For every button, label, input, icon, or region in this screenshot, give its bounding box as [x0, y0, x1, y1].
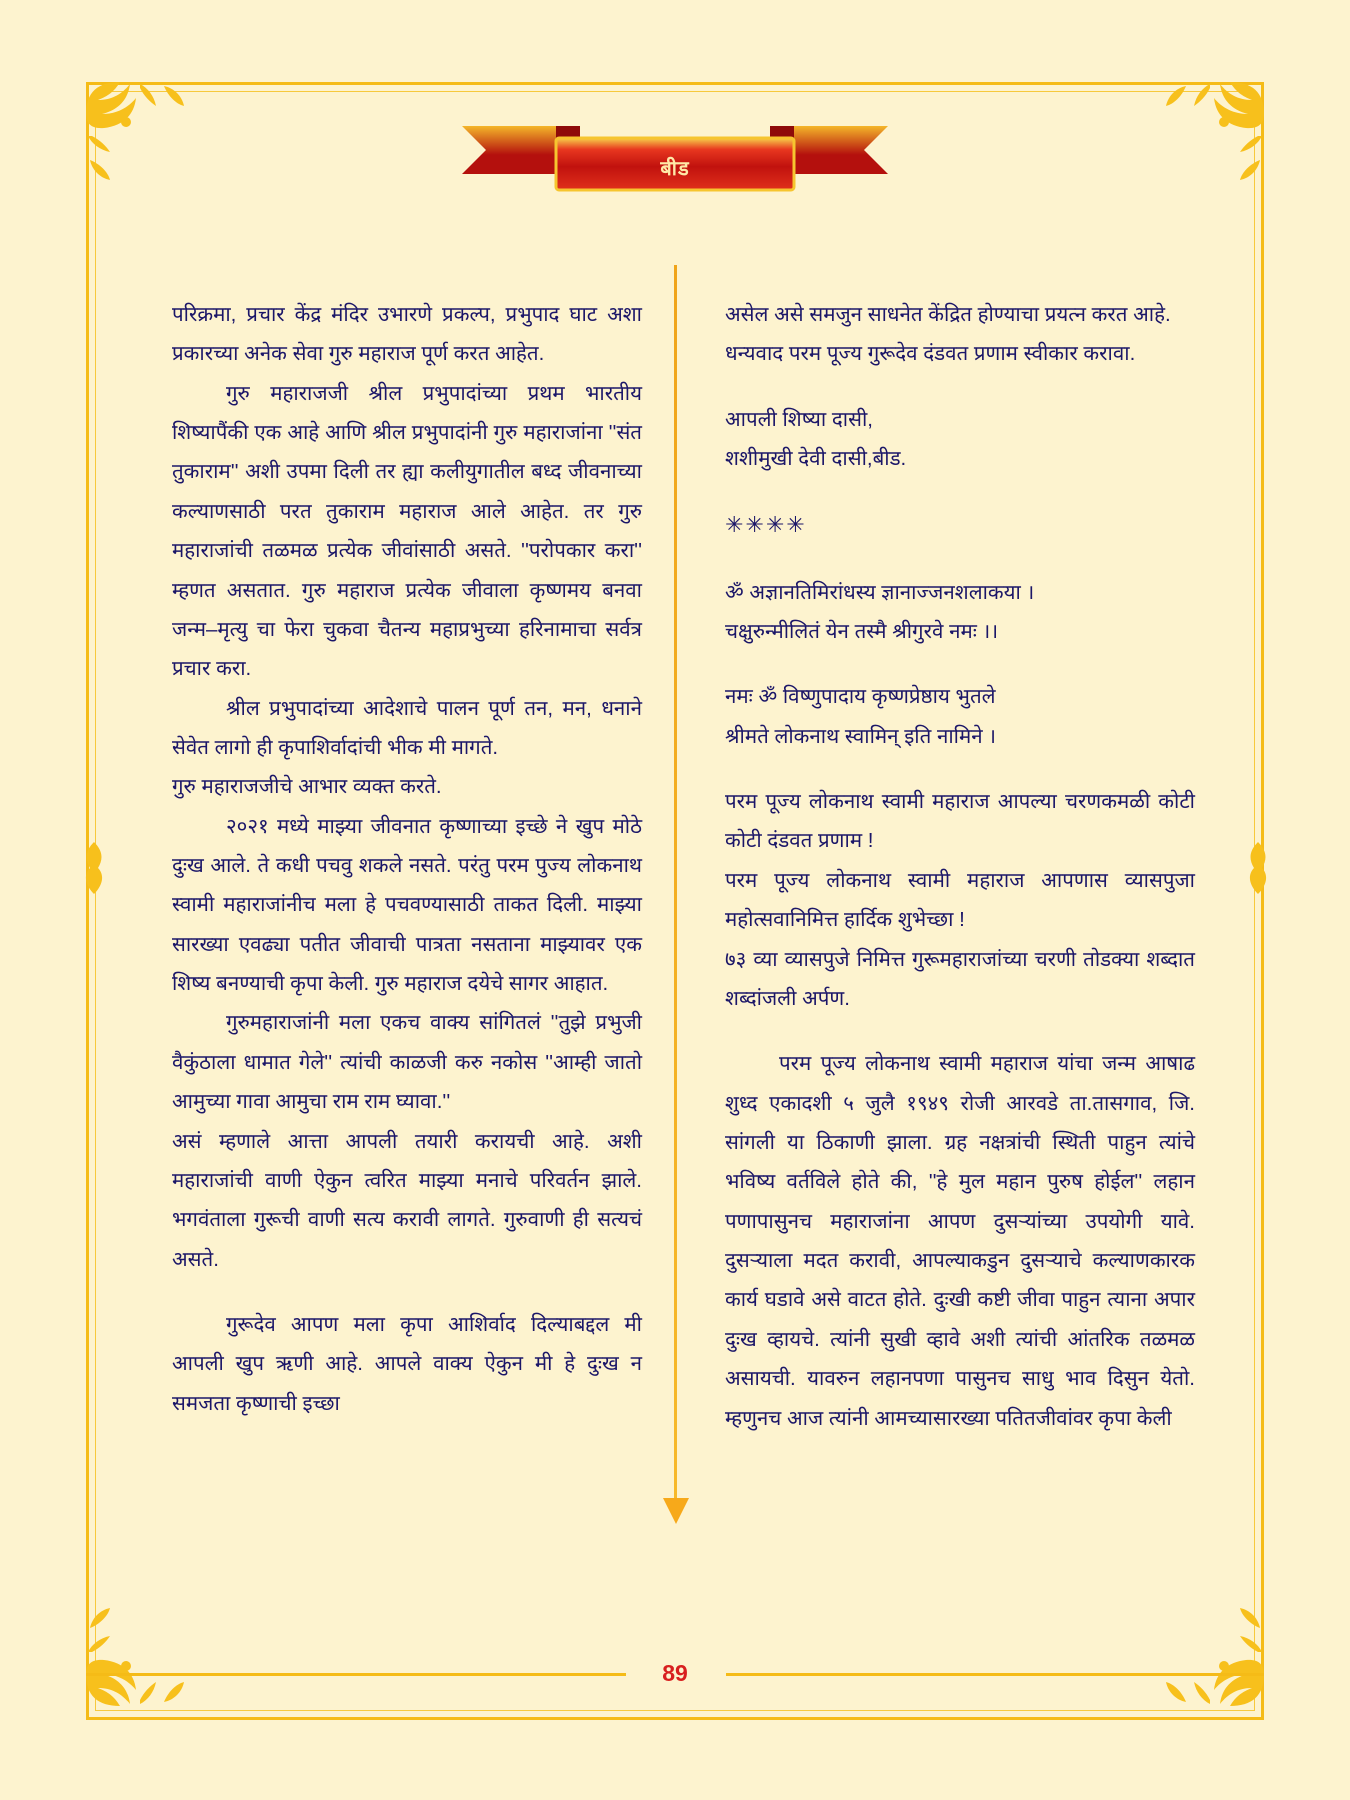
- verse-line: श्रीमते लोकनाथ स्वामिन् इति नामिने ।: [725, 724, 997, 748]
- paragraph: ७३ व्या व्यासपुजे निमित्त गुरूमहाराजांच्या चरणी तोडक्या शब्दात शब्दांजली अर्पण.: [725, 947, 1195, 1010]
- paragraph: श्रील प्रभुपादांच्या आदेशाचे पालन पूर्ण तन, मन, धनाने सेवेत लागो ही कृपाशिर्वादांची भीक मी मागते.: [172, 696, 642, 759]
- banner-title: बीड: [660, 158, 690, 180]
- paragraph: गुरुमहाराजांनी मला एकच वाक्य सांगितलं ''तुझे प्रभुजी वैकुंठाला धामात गेले'' त्यांची काळजी करु नकोस ''आम्ही जातो आमुच्या गावा आमुचा राम राम घ्यावा.'': [172, 1011, 642, 1114]
- right-text-column: [725, 295, 1195, 1438]
- paragraph: धन्यवाद परम पूज्य गुरूदेव दंडवत प्रणाम स्वीकार करावा.: [725, 342, 1136, 366]
- divider-arrow-icon: [663, 1498, 689, 1524]
- column-divider: [674, 265, 677, 1505]
- paragraph: असं म्हणाले आत्ता आपली तयारी करायची आहे. अशी महाराजांची वाणी ऐकुन त्वरित माझ्या मनाचे परिवर्तन झाले. भगवंताला गुरूची वाणी सत्य करावी लागते. गुरुवाणी ही सत्यचं असते.: [172, 1129, 642, 1271]
- signature-line: आपली शिष्या दासी,: [725, 407, 873, 431]
- paragraph: परिक्रमा, प्रचार केंद्र मंदिर उभारणे प्रकल्प, प्रभुपाद घाट अशा प्रकारच्या अनेक सेवा गुरु महाराज पूर्ण करत आहेत.: [172, 303, 642, 366]
- verse-line: नमः ॐ विष्णुपादाय कृष्णप्रेष्ठाय भुतले: [725, 685, 996, 709]
- paragraph: असेल असे समजुन साधनेत केंद्रित होण्याचा प्रयत्न करत आहे.: [725, 303, 1171, 326]
- paragraph: परम पूज्य लोकनाथ स्वामी महाराज आपणास व्यासपुजा महोत्सवानिमित्त हार्दिक शुभेच्छा !: [725, 868, 1195, 932]
- page-number: 89: [662, 1660, 688, 1686]
- verse-line: चक्षुरुन्मीलितं येन तस्मै श्रीगुरवे नमः ।।: [725, 620, 999, 644]
- left-text-column: [172, 295, 642, 1423]
- signature-name: शशीमुखी देवी दासी,बीड.: [725, 447, 907, 471]
- chapter-banner: [460, 120, 890, 210]
- paragraph: गुरूदेव आपण मला कृपा आशिर्वाद दिल्याबद्दल मी आपली खुप ऋणी आहे. आपले वाक्य ऐकुन मी हे दुःख न समजता कृष्णाची इच्छा: [172, 1312, 642, 1415]
- paragraph: गुरु महाराजजीचे आभार व्यक्त करते.: [172, 775, 442, 799]
- paragraph: २०२१ मध्ये माझ्या जीवनात कृष्णाच्या इच्छे ने खुप मोठे दुःख आले. ते कधी पचवु शकले नसते. परंतु परम पुज्य लोकनाथ स्वामी महाराजांनीच मला हे पचवण्यासाठी ताकत दिली. माझ्या सारख्या एवढ्या पतीत जीवाची पात्रता नसताना माझ्यावर एक शिष्य बनण्याची कृपा केली. गुरु महाराज दयेचे सागर आहात.: [172, 814, 642, 996]
- paragraph: परम पूज्य लोकनाथ स्वामी महाराज यांचा जन्म आषाढ शुध्द एकादशी ५ जुलै १९४९ रोजी आरवडे ता.तासगाव, जि. सांगली या ठिकाणी झाला. ग्रह नक्षत्रांची स्थिती पाहुन त्यांचे भविष्य वर्तविले होते की, ''हे मुल महान पुरुष होईल'' लहान पणापासुनच महाराजांना आपण दुसऱ्यांच्या उपयोगी यावे. दुसऱ्याला मदत करावी, आपल्याकडुन दुसऱ्याचे कल्याणकारक कार्य घडावे असे वाटत होते. दुःखी कष्टी जीवा पाहुन त्याना अपार दुःख व्हायचे. त्यांनी सुखी व्हावे अशी त्यांची आंतरिक तळमळ असायची. यावरुन लहानपणा पासुनच साधु भाव दिसुन येतो. म्हणुनच आज त्यांनी आमच्यासारख्या पतितजीवांवर कृपा केली: [725, 1052, 1195, 1430]
- verse-line: ॐ अज्ञानतिमिरांधस्य ज्ञानाज्जनशलाकया ।: [725, 580, 1035, 604]
- paragraph: गुरु महाराजजी श्रील प्रभुपादांच्या प्रथम भारतीय शिष्यापैंकी एक आहे आणि श्रील प्रभुपादांनी गुरु महाराजांना ''संत तुकाराम'' अशी उपमा दिली तर ह्या कलीयुगातील बध्द जीवनाच्या कल्याणसाठी परत तुकाराम महाराज आले आहेत. तर गुरु महाराजांची तळमळ प्रत्येक जीवांसाठी असते. ''परोपकार करा'' म्हणत असतात. गुरु महाराज प्रत्येक जीवाला कृष्णमय बनवा जन्म–मृत्यु चा फेरा चुकवा चैतन्य महाप्रभुच्या हरिनामाचा सर्वत्र प्रचार करा.: [172, 381, 642, 681]
- paragraph: परम पूज्य लोकनाथ स्वामी महाराज आपल्या चरणकमळी कोटी कोटी दंडवत प्रणाम !: [725, 790, 1195, 853]
- section-separator-mark: ✳✳✳✳: [725, 512, 807, 538]
